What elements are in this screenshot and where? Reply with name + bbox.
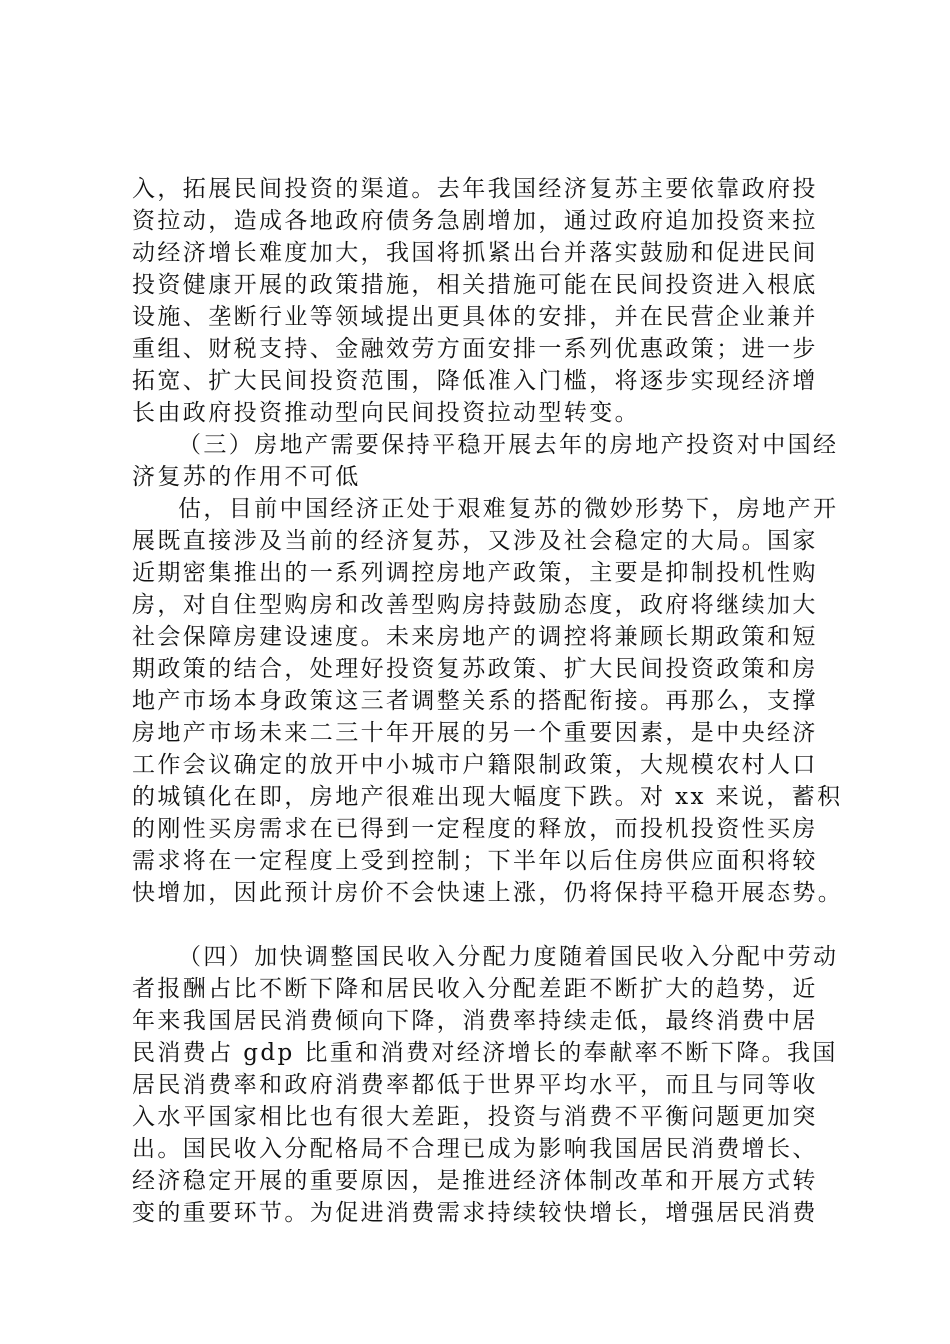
text-line: 期政策的结合，处理好投资复苏政策、扩大民间投资政策和房	[132, 656, 818, 682]
text-line: 动经济增长难度加大，我国将抓紧出台并落实鼓励和促进民间	[132, 240, 818, 266]
text-line: 民消费占 gdp 比重和消费对经济增长的奉献率不断下降。我国	[132, 1040, 838, 1066]
section-heading: （三）房地产需要保持平稳开展去年的房地产投资对中国经	[178, 432, 839, 458]
text-line: 变的重要环节。为促进消费需求持续较快增长，增强居民消费	[132, 1200, 818, 1226]
text-line: 工作会议确定的放开中小城市户籍限制政策，大规模农村人口	[132, 752, 818, 778]
text-line: 出。国民收入分配格局不合理已成为影响我国居民消费增长、	[132, 1136, 818, 1162]
text-line: 需求将在一定程度上受到控制；下半年以后住房供应面积将较	[132, 848, 818, 874]
text-line: 设施、垄断行业等领域提出更具体的安排，并在民营企业兼并	[132, 304, 818, 330]
text-line: 入水平国家相比也有很大差距，投资与消费不平衡问题更加突	[132, 1104, 818, 1130]
text-line: 入，拓展民间投资的渠道。去年我国经济复苏主要依靠政府投	[132, 176, 818, 202]
text-line: 资拉动，造成各地政府债务急剧增加，通过政府追加投资来拉	[132, 208, 818, 234]
text-line: 长由政府投资推动型向民间投资拉动型转变。	[132, 400, 640, 426]
text-line: 地产市场本身政策这三者调整关系的搭配衔接。再那么，支撑	[132, 688, 818, 714]
text-line: 房地产市场未来二三十年开展的另一个重要因素，是中央经济	[132, 720, 818, 746]
text-line: 者报酬占比不断下降和居民收入分配差距不断扩大的趋势，近	[132, 976, 818, 1002]
text-line: 的刚性买房需求在已得到一定程度的释放，而投机投资性买房	[132, 816, 818, 842]
text-line: 近期密集推出的一系列调控房地产政策，主要是抑制投机性购	[132, 560, 818, 586]
text-line: 经济稳定开展的重要原因，是推进经济体制改革和开展方式转	[132, 1168, 818, 1194]
text-line: 投资健康开展的政策措施，相关措施可能在民间投资进入根底	[132, 272, 818, 298]
text-line: 的城镇化在即，房地产很难出现大幅度下跌。对 xx 来说，蓄积	[132, 784, 843, 810]
text-line: 重组、财税支持、金融效劳方面安排一系列优惠政策；进一步	[132, 336, 818, 362]
text-line: 年来我国居民消费倾向下降，消费率持续走低，最终消费中居	[132, 1008, 818, 1034]
text-line: 房，对自住型购房和改善型购房持鼓励态度，政府将继续加大	[132, 592, 818, 618]
section-heading: 济复苏的作用不可低	[132, 464, 361, 490]
section-heading: （四）加快调整国民收入分配力度随着国民收入分配中劳动	[178, 944, 839, 970]
text-line: 展既直接涉及当前的经济复苏，又涉及社会稳定的大局。国家	[132, 528, 818, 554]
text-line: 居民消费率和政府消费率都低于世界平均水平，而且与同等收	[132, 1072, 818, 1098]
text-line: 拓宽、扩大民间投资范围，降低准入门槛，将逐步实现经济增	[132, 368, 818, 394]
text-line: 社会保障房建设速度。未来房地产的调控将兼顾长期政策和短	[132, 624, 818, 650]
text-line: 估，目前中国经济正处于艰难复苏的微妙形势下，房地产开	[178, 496, 839, 522]
text-line: 快增加，因此预计房价不会快速上涨，仍将保持平稳开展态势。	[132, 880, 844, 906]
